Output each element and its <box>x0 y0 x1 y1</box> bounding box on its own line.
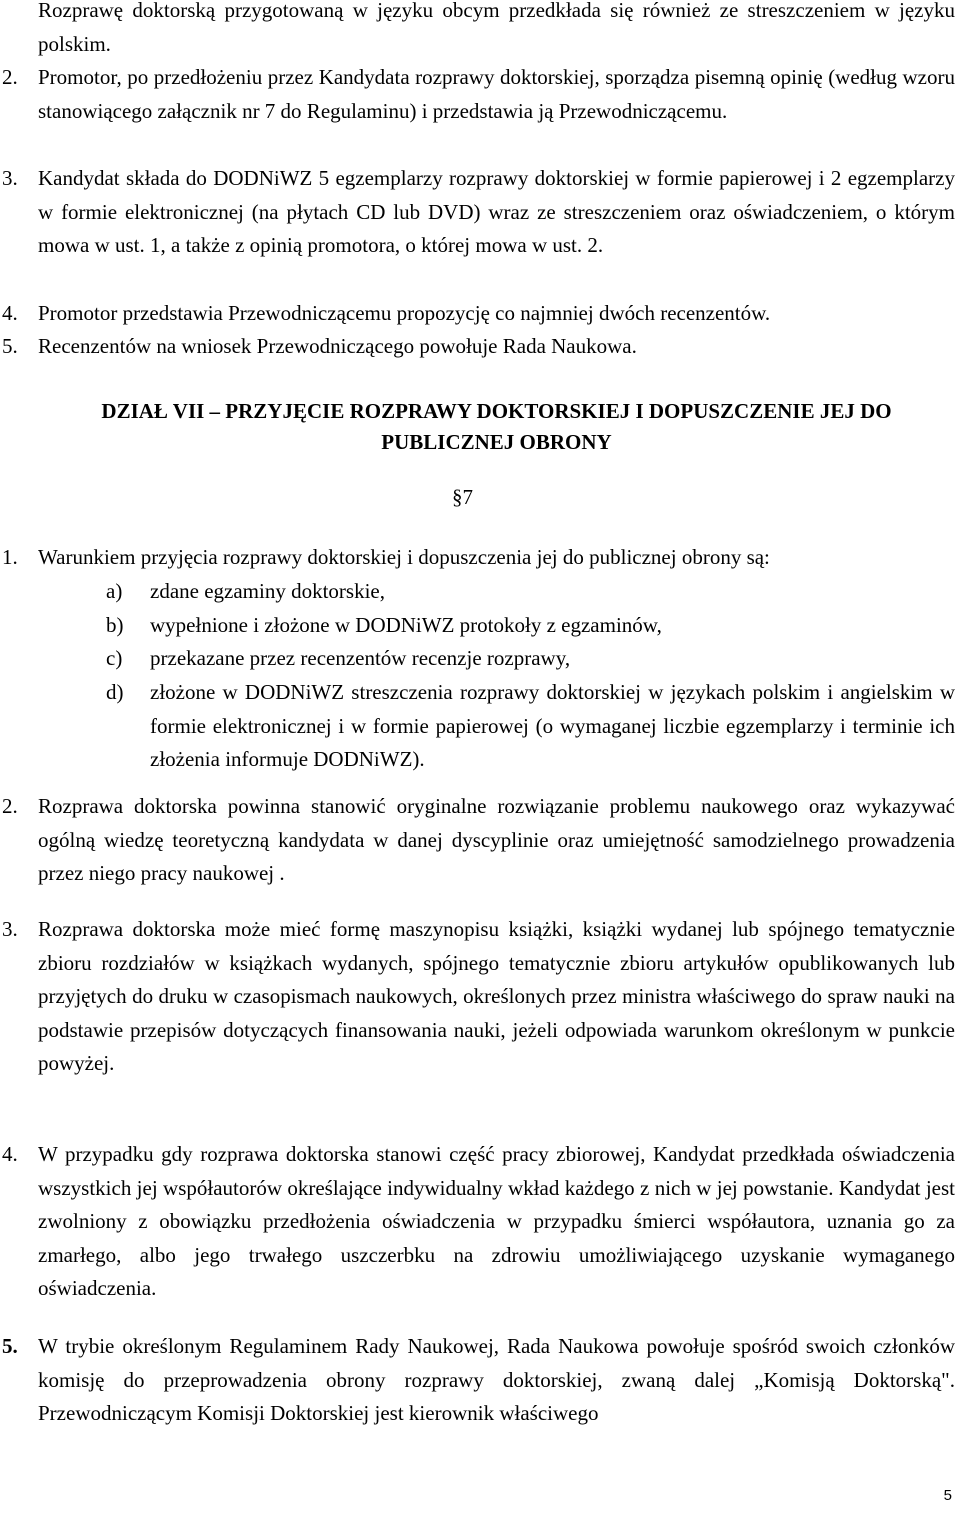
list-item <box>0 1138 955 1306</box>
sub-item-label: c) <box>106 646 123 670</box>
sub-item-text: złożone w DODNiWZ streszczenia rozprawy doktorskiej w językach polskim i angielskim w formie elektronicznej i w formie papierowej (o wymaganej liczbie egzemplarzy i terminie ich złożenia informuje DODNiWZ). <box>150 680 955 771</box>
sub-item-label: b) <box>106 613 124 637</box>
item-text: Promotor, po przedłożeniu przez Kandydata rozprawy doktorskiej, sporządza pisemną opinię (według wzoru stanowiącego załącznik nr 7 do Regulaminu) i przedstawia ją Przewodniczącemu. <box>38 65 955 123</box>
list-item <box>0 541 955 575</box>
list-item <box>0 297 955 331</box>
item-text: W trybie określonym Regulaminem Rady Naukowej, Rada Naukowa powołuje spośród swoich członków komisję do przeprowadzenia obrony rozprawy doktorskiej, zwaną dalej „Komisją Doktorską". Przewodniczącym Komisji Doktorskiej jest kierownik właściwego <box>38 1334 955 1425</box>
item-text: W przypadku gdy rozprawa doktorska stanowi część pracy zbiorowej, Kandydat przedkłada oświadczenia wszystkich jej współautorów określające indywidualny wkład każdego z nich w jej powstanie. Kandydat jest zwolniony z obowiązku przedłożenia oświadczenia w przypadku śmierci współautora, uznania go za zmarłego, albo jego trwałego uszczerbku na zdrowiu umożliwiającego uzyskanie wymaganego oświadczenia. <box>38 1142 955 1300</box>
sub-item <box>0 676 955 777</box>
sub-item-text: wypełnione i złożone w DODNiWZ protokoły z egzaminów, <box>150 613 662 637</box>
item-number: 4. <box>2 1142 18 1166</box>
item-number: 3. <box>2 917 18 941</box>
page-number: 5 <box>943 1487 952 1504</box>
intro-paragraph: Rozprawę doktorską przygotowaną w języku obcym przedkłada się również ze streszczeniem w języku polskim. <box>38 0 955 56</box>
sub-item <box>0 642 955 676</box>
item-number: 5. <box>2 1334 18 1358</box>
list-item <box>0 913 955 1081</box>
item-number: 5. <box>2 334 18 358</box>
list-item <box>0 162 955 263</box>
list-item <box>0 330 955 364</box>
sub-item-text: zdane egzaminy doktorskie, <box>150 579 385 603</box>
list-item <box>0 1330 955 1431</box>
item-text: Recenzentów na wniosek Przewodniczącego powołuje Rada Naukowa. <box>38 334 637 358</box>
sub-item <box>0 609 955 643</box>
item-number: 2. <box>2 65 18 89</box>
list-item <box>0 790 955 891</box>
item-text: Kandydat składa do DODNiWZ 5 egzemplarzy rozprawy doktorskiej w formie papierowej i 2 egzemplarzy w formie elektronicznej (na płytach CD lub DVD) wraz ze streszczeniem oraz oświadczeniem, o którym mowa w ust. 1, a także z opinią promotora, o której mowa w ust. 2. <box>38 166 955 257</box>
sub-item <box>0 575 955 609</box>
sub-item-label: d) <box>106 680 124 704</box>
section-heading: DZIAŁ VII – PRZYJĘCIE ROZPRAWY DOKTORSKIEJ I DOPUSZCZENIE JEJ DO PUBLICZNEJ OBRONY <box>101 399 892 454</box>
item-text: Warunkiem przyjęcia rozprawy doktorskiej i dopuszczenia jej do publicznej obrony są: <box>38 545 770 569</box>
item-number: 1. <box>2 545 18 569</box>
item-text: Rozprawa doktorska powinna stanowić oryginalne rozwiązanie problemu naukowego oraz wykazywać ogólną wiedzę teoretyczną kandydata w danej dyscyplinie oraz umiejętność samodzielnego prowadzenia przez niego pracy naukowej . <box>38 794 955 885</box>
section-symbol: §7 <box>452 485 473 509</box>
list-item <box>0 61 955 128</box>
item-text: Rozprawa doktorska może mieć formę maszynopisu książki, książki wydanej lub spójnego tematycznie zbioru rozdziałów w książkach wydanych, spójnego tematycznie zbioru artykułów opublikowanych lub przyjętych do druku w czasopismach naukowych, określonych przez ministra właściwego do spraw nauki na podstawie przepisów dotyczących finansowania nauki, jeżeli odpowiada warunkom określonym w punkcie powyżej. <box>38 917 955 1075</box>
sub-item-label: a) <box>106 579 123 603</box>
item-number: 2. <box>2 794 18 818</box>
item-number: 3. <box>2 166 18 190</box>
item-text: Promotor przedstawia Przewodniczącemu propozycję co najmniej dwóch recenzentów. <box>38 301 771 325</box>
item-number: 4. <box>2 301 18 325</box>
sub-item-text: przekazane przez recenzentów recenzje rozprawy, <box>150 646 571 670</box>
